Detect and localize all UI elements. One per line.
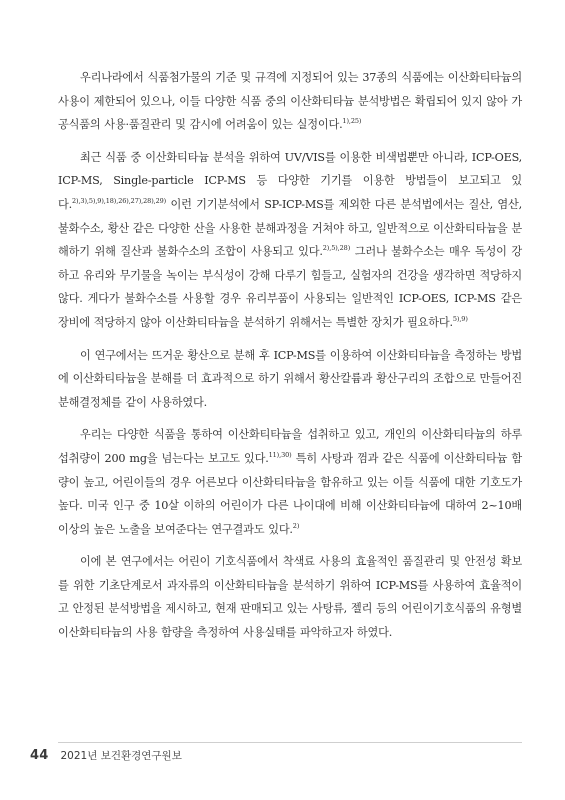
paragraph-4	[58, 423, 522, 541]
paragraph-2-text-1: 최근 식품 중 이산화티타늄 분석을 위하여 UV/VIS를 이용한 비색법뿐만 아니라, ICP-OES, ICP-MS, Single-particle ICP-MS 등 다양한 기기를 이용한 방법들이 보고되고 있다.	[58, 150, 522, 211]
citation-superscript: 2)	[292, 521, 300, 530]
paragraph-5	[58, 550, 522, 644]
paragraph-2-text-3: 그러나 불화수소는 매우 독성이 강하고 유리와 무기물을 녹이는 부식성이 강해 다루기 힘들고, 실험자의 건강을 생각하면 적당하지 않다. 게다가 불화수소를 사용할 경우 유리부품이 사용되는 일반적인 ICP-OES, ICP-MS 같은 장비에 적당하지 않아 이산화티타늄을 분석하기 위해서는 특별한 장치가 필요하다.	[58, 245, 522, 329]
publication-title: 2021년 보건환경연구원보	[60, 750, 182, 762]
paragraph-2-text-2: 이런 기기분석에서 SP-ICP-MS를 제외한 다른 분석법에서는 질산, 염산, 불화수소, 황산 같은 다양한 산을 사용한 분해과정을 거쳐야 하고, 일반적으로 이산화티타늄을 분해하기 위해 질산과 불화수소의 조합이 사용되고 있다.	[58, 197, 522, 259]
citation-superscript: 2),3),5),9),18),26),27),28),29)	[71, 196, 167, 205]
paragraph-5-text-1: 이에 본 연구에서는 어린이 기호식품에서 착색료 사용의 효율적인 품질관리 및 안전성 확보를 위한 기초단계로서 과자류의 이산화티타늄을 분석하기 위하여 ICP-MS를 사용하여 효율적이고 안정된 분석방법을 제시하고, 현재 판매되고 있는 사탕류, 젤리 등의 어린이기호식품의 유형별 이산화티타늄의 사용 함량을 측정하여 사용실태를 파악하고자 하였다.	[58, 555, 522, 640]
paragraph-4-text-1: 우리는 다양한 식품을 통하여 이산화티타늄을 섭취하고 있고, 개인의 이산화티타늄의 하루 섭취량이 200 mg을 넘는다는 보고도 있다.	[58, 428, 522, 465]
paragraph-3	[58, 344, 522, 415]
citation-superscript: 11),30)	[268, 450, 292, 459]
citation-superscript: 1),25)	[342, 117, 362, 126]
paragraph-1	[58, 66, 522, 137]
page-footer	[30, 748, 182, 766]
paragraph-3-text-1: 이 연구에서는 뜨거운 황산으로 분해 후 ICP-MS를 이용하여 이산화티타늄을 측정하는 방법에 이산화티타늄을 분해를 더 효과적으로 하기 위해서 황산칼륨과 황산구리의 조합으로 만들어진 분해결정체를 같이 사용하였다.	[58, 348, 522, 409]
paragraph-1-text-1: 우리나라에서 식품첨가물의 기준 및 규격에 지정되어 있는 37종의 식품에는 이산화티타늄의 사용이 제한되어 있으나, 이들 다양한 식품 중의 이산화티타늄 분석방법은 확립되어 있지 않아 가공식품의 사용·품질관리 및 감시에 어려움이 있는 실정이다.	[58, 71, 522, 132]
paragraph-4-text-2: 특히 사탕과 껌과 같은 식품에 이산화티타늄 함량이 높고, 어린이들의 경우 어른보다 이산화티타늄을 함유하고 있는 이들 식품에 대한 기호도가 높다. 미국 인구 중 10살 이하의 어린이가 다른 나이대에 비해 이산화티타늄에 대하여 2~10배 이상의 높은 노출을 보여준다는 연구결과도 있다.	[58, 451, 523, 536]
citation-superscript: 5),9)	[452, 314, 468, 323]
footer-divider	[58, 742, 522, 743]
body-text	[58, 66, 522, 654]
citation-superscript: 2),5),28)	[322, 244, 351, 253]
page-number: 44	[30, 748, 49, 763]
paragraph-2	[58, 146, 522, 335]
